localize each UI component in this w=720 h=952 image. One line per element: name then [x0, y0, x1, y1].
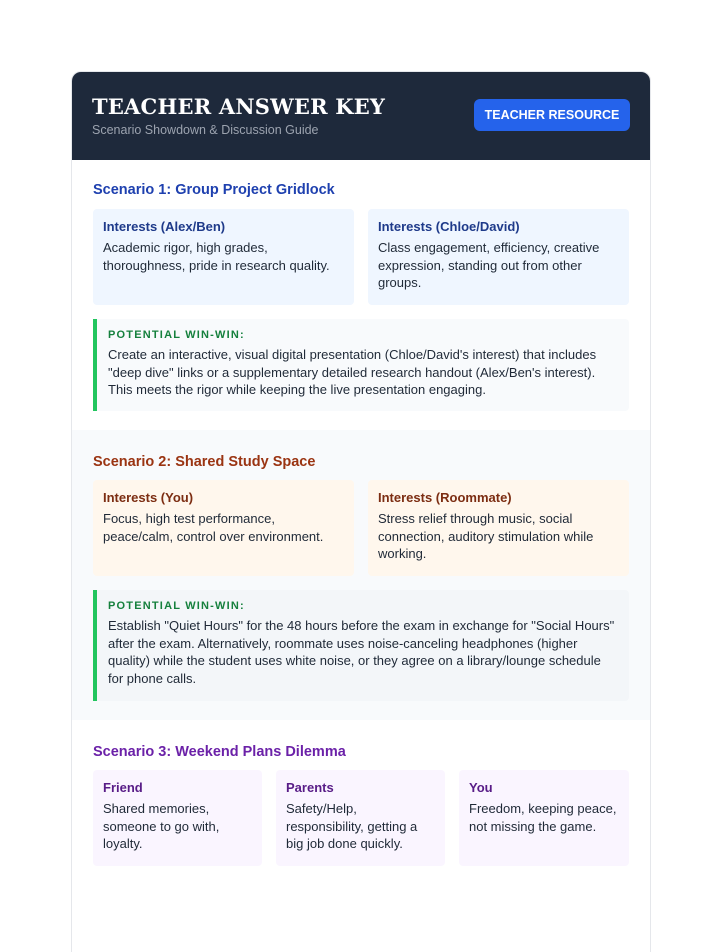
interests-label: Interests (Alex/Ben) — [103, 219, 226, 234]
friend-interests-box — [93, 770, 262, 866]
interests-text: Class engagement, efficiency, creative expression, standing out from other groups. — [378, 240, 600, 290]
interests-text: Safety/Help, responsibility, getting a big job done quickly. — [286, 801, 418, 851]
win-win-label: POTENTIAL WIN-WIN: — [108, 600, 245, 612]
page-subtitle: Scenario Showdown & Discussion Guide — [92, 123, 319, 137]
interests-text: Freedom, keeping peace, not missing the game. — [469, 801, 617, 834]
teacher-resource-badge: TEACHER RESOURCE — [474, 99, 630, 131]
you-interests-box — [459, 770, 629, 866]
interests-roommate-box — [368, 480, 629, 576]
interests-label: Interests (Chloe/David) — [378, 219, 520, 234]
interests-text: Academic rigor, high grades, thoroughness, pride in research quality. — [103, 240, 330, 273]
win-win-label: POTENTIAL WIN-WIN: — [108, 329, 245, 341]
interests-label: Parents — [286, 780, 334, 795]
win-win-callout — [93, 319, 629, 411]
win-win-text: Create an interactive, visual digital presentation (Chloe/David's interest) that includes "deep dive" links or a supplementary detailed research handout (Alex/Ben's interest). This meets the rigor while keeping the live presentation engaging. — [108, 347, 597, 398]
scenario-2-title: Scenario 2: Shared Study Space — [93, 454, 316, 470]
interests-label: Interests (Roommate) — [378, 490, 512, 505]
scenario-3-title: Scenario 3: Weekend Plans Dilemma — [93, 744, 346, 760]
parents-interests-box — [276, 770, 445, 866]
scenario-1-title: Scenario 1: Group Project Gridlock — [93, 182, 335, 198]
scenario-3-section — [72, 720, 650, 952]
interests-text: Shared memories, someone to go with, loyalty. — [103, 801, 220, 851]
interests-label: You — [469, 780, 493, 795]
scenario-1-section — [72, 160, 650, 430]
interests-text: Focus, high test performance, peace/calm, control over environment. — [103, 511, 324, 544]
interests-alex-ben-box — [93, 209, 354, 305]
win-win-text: Establish "Quiet Hours" for the 48 hours before the exam in exchange for "Social Hours" after the exam. Alternatively, roommate uses noise-canceling headphones (higher quality) while the student uses white noise, or they agree on a library/lounge schedule for phone calls. — [108, 618, 615, 686]
interests-label: Interests (You) — [103, 490, 194, 505]
answer-key-card — [71, 71, 651, 952]
interests-you-box — [93, 480, 354, 576]
interests-chloe-david-box — [368, 209, 629, 305]
win-win-callout — [93, 590, 629, 701]
scenario-2-section — [72, 430, 650, 720]
page-header — [72, 72, 650, 160]
interests-text: Stress relief through music, social connection, auditory stimulation while working. — [378, 511, 594, 561]
interests-label: Friend — [103, 780, 143, 795]
page-title: TEACHER ANSWER KEY — [92, 94, 386, 119]
